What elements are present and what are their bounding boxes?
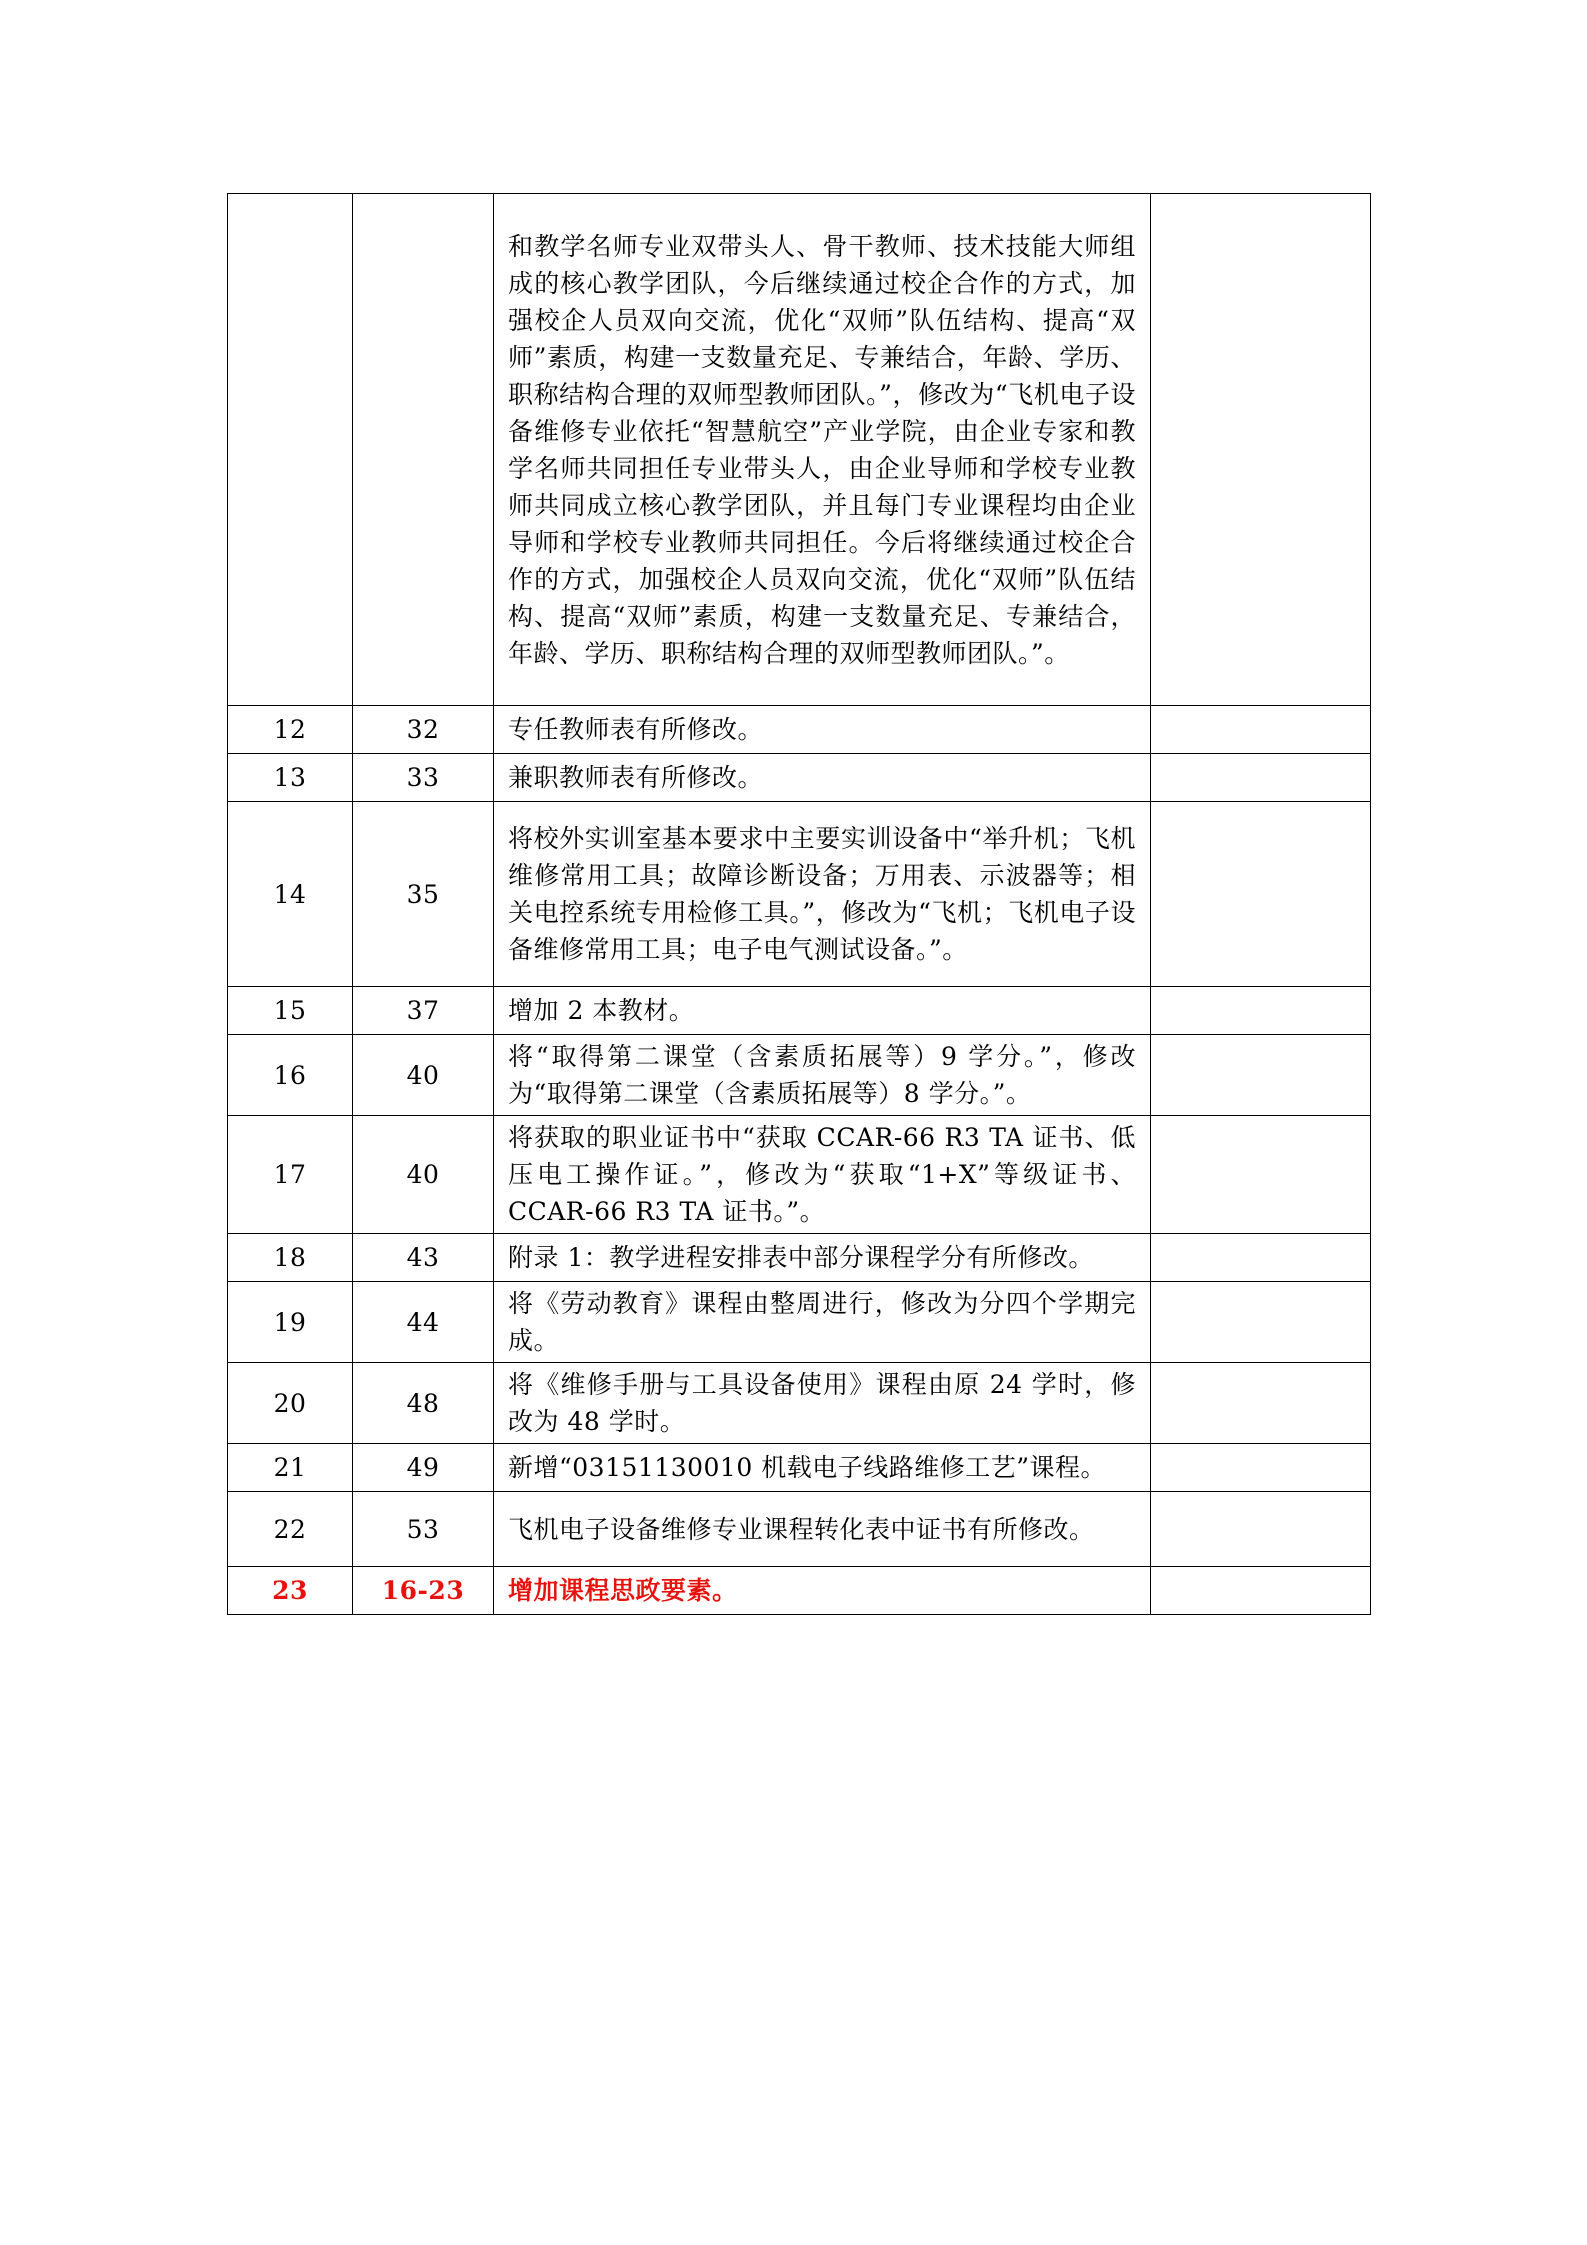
row-number: 22 [228, 1492, 353, 1567]
row-number: 13 [228, 754, 353, 802]
page-number: 35 [353, 802, 494, 987]
table-row [228, 1234, 1371, 1282]
table-row [228, 1282, 1371, 1363]
page-number: 53 [353, 1492, 494, 1567]
row-number: 21 [228, 1444, 353, 1492]
row-number: 20 [228, 1363, 353, 1444]
page-number: 49 [353, 1444, 494, 1492]
table-row [228, 1444, 1371, 1492]
revision-content: 附录 1：教学进程安排表中部分课程学分有所修改。 [494, 1234, 1151, 1282]
remark-cell [1151, 1492, 1371, 1567]
remark-cell [1151, 194, 1371, 706]
table-row [228, 1363, 1371, 1444]
row-number [228, 194, 353, 706]
table-row [228, 987, 1371, 1035]
remark-cell [1151, 706, 1371, 754]
table-row [228, 802, 1371, 987]
revision-content: 将校外实训室基本要求中主要实训设备中“举升机；飞机维修常用工具；故障诊断设备；万用表、示波器等；相关电控系统专用检修工具。”，修改为“飞机；飞机电子设备维修常用工具；电子电气测试设备。”。 [494, 802, 1151, 987]
table-row [228, 1116, 1371, 1234]
page-number: 32 [353, 706, 494, 754]
remark-cell [1151, 1282, 1371, 1363]
row-number: 18 [228, 1234, 353, 1282]
page-number: 40 [353, 1035, 494, 1116]
table-row [228, 1492, 1371, 1567]
revision-content: 和教学名师专业双带头人、骨干教师、技术技能大师组成的核心教学团队，今后继续通过校企合作的方式，加强校企人员双向交流，优化“双师”队伍结构、提高“双师”素质，构建一支数量充足、专兼结合，年龄、学历、职称结构合理的双师型教师团队。”，修改为“飞机电子设备维修专业依托“智慧航空”产业学院，由企业专家和教学名师共同担任专业带头人，由企业导师和学校专业教师共同成立核心教学团队，并且每门专业课程均由企业导师和学校专业教师共同担任。今后将继续通过校企合作的方式，加强校企人员双向交流，优化“双师”队伍结构、提高“双师”素质，构建一支数量充足、专兼结合，年龄、学历、职称结构合理的双师型教师团队。”。 [494, 194, 1151, 706]
row-number: 14 [228, 802, 353, 987]
page-number [353, 194, 494, 706]
revision-content: 将“取得第二课堂（含素质拓展等）9 学分。”，修改为“取得第二课堂（含素质拓展等）8 学分。”。 [494, 1035, 1151, 1116]
row-number: 17 [228, 1116, 353, 1234]
revision-content: 将获取的职业证书中“获取 CCAR-66 R3 TA 证书、低压电工操作证。”，修改为“获取“1+X”等级证书、CCAR-66 R3 TA 证书。”。 [494, 1116, 1151, 1234]
page-number: 48 [353, 1363, 494, 1444]
remark-cell [1151, 1035, 1371, 1116]
page-number: 43 [353, 1234, 494, 1282]
page-number: 33 [353, 754, 494, 802]
revision-content: 增加 2 本教材。 [494, 987, 1151, 1035]
table-row [228, 754, 1371, 802]
revision-table [227, 193, 1371, 1615]
row-number: 16 [228, 1035, 353, 1116]
revision-content: 飞机电子设备维修专业课程转化表中证书有所修改。 [494, 1492, 1151, 1567]
remark-cell [1151, 754, 1371, 802]
remark-cell [1151, 1444, 1371, 1492]
page-number: 44 [353, 1282, 494, 1363]
table-row [228, 706, 1371, 754]
page-number: 37 [353, 987, 494, 1035]
row-number: 19 [228, 1282, 353, 1363]
remark-cell [1151, 1567, 1371, 1615]
table-row [228, 194, 1371, 706]
remark-cell [1151, 1363, 1371, 1444]
row-number: 23 [228, 1567, 353, 1615]
table-row [228, 1035, 1371, 1116]
revision-content: 将《维修手册与工具设备使用》课程由原 24 学时，修改为 48 学时。 [494, 1363, 1151, 1444]
remark-cell [1151, 1234, 1371, 1282]
remark-cell [1151, 1116, 1371, 1234]
page-number: 16-23 [353, 1567, 494, 1615]
row-number: 12 [228, 706, 353, 754]
revision-content: 兼职教师表有所修改。 [494, 754, 1151, 802]
page-number: 40 [353, 1116, 494, 1234]
table-row-highlighted [228, 1567, 1371, 1615]
revision-table-body [228, 194, 1371, 1615]
row-number: 15 [228, 987, 353, 1035]
remark-cell [1151, 802, 1371, 987]
revision-content: 新增“03151130010 机载电子线路维修工艺”课程。 [494, 1444, 1151, 1492]
revision-content: 增加课程思政要素。 [494, 1567, 1151, 1615]
remark-cell [1151, 987, 1371, 1035]
revision-content: 专任教师表有所修改。 [494, 706, 1151, 754]
revision-content: 将《劳动教育》课程由整周进行，修改为分四个学期完成。 [494, 1282, 1151, 1363]
